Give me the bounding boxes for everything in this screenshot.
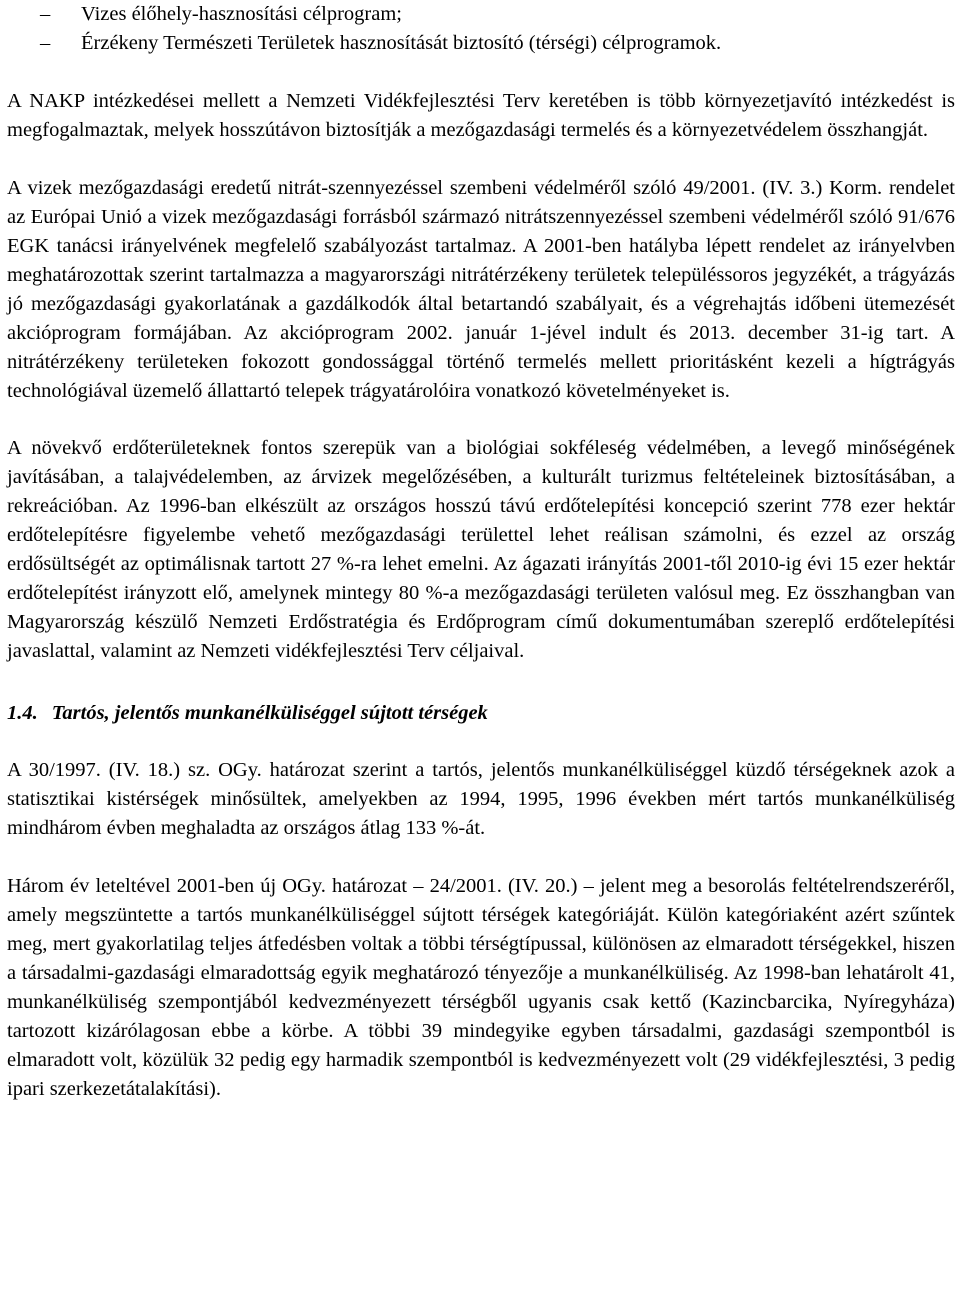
document-page bbox=[7, 0, 955, 1104]
paragraph-ogy-1997: A 30/1997. (IV. 18.) sz. OGy. határozat szerint a tartós, jelentős munkanélküliséggel küzdő térségeknek azok a statisztikai kistérségek minősültek, amelyekben az 1994, 1995, 1996 években mért tartós munkanélküliség mindhárom évben meghaladta az országos átlag 133 %-át. bbox=[7, 759, 955, 839]
paragraph-ogy-2001: Három év leteltével 2001-ben új OGy. határozat – 24/2001. (IV. 20.) – jelent meg a besorolás feltételrendszeréről, amely megszüntette a tartós munkanélküliséggel sújtott térségek kategóriáját. Külön kategóriaként azért szűntek meg, mert gyakorlatilag teljes átfedésben voltak a többi térségtípussal, különösen az elmaradott térségekkel, hiszen a társadalmi-gazdasági elmaradottság egyik meghatározó tényezője a munkanélküliség. Az 1998-ban lehatárolt 41, munkanélküliség szempontjából kedvezményezett térségből ugyanis csak kettő (Kazincbarcika, Nyíregyháza) tartozott kizárólagosan ebbe a körbe. A többi 39 mindegyike egyben társadalmi, gazdasági szempontból is elmaradott volt, közülük 32 pedig egy harmadik szempontból is kedvezményezett volt (29 vidékfejlesztési, 3 pedig ipari szerkezetátalakítási). bbox=[7, 875, 955, 1100]
list-item: – Érzékeny Természeti Területek hasznosítását biztosító (térségi) célprogramok. bbox=[7, 29, 955, 58]
section-number: 1.4. bbox=[7, 702, 38, 724]
paragraph-nakp: A NAKP intézkedései mellett a Nemzeti Vidékfejlesztési Terv keretében is több környezetjavító intézkedést is megfogalmaztak, melyek hosszútávon biztosítják a mezőgazdasági termelés és a környezetvédelem összhangját. bbox=[7, 90, 955, 141]
paragraph-afforestation: A növekvő erdőterületeknek fontos szerepük van a biológiai sokféleség védelmében, a levegő minőségének javításában, a talajvédelemben, az árvizek megelőzésében, a kulturált turizmus feltételeinek biztosításában, a rekreációban. Az 1996-ban elkészült az országos hosszú távú erdőtelepítési koncepció szerint 778 ezer hektár erdőtelepítésre figyelembe vehető mezőgazdasági területtel lehet reálisan számolni, és ezzel az ország erdősültségét az optimálisnak tartott 27 %-ra lehet emelni. Az ágazati irányítás 2001-től 2010-ig évi 15 ezer hektár erdőtelepítést irányzott elő, amelynek mintegy 80 %-a mezőgazdasági területen valósul meg. Ez összhangban van Magyarország készülő Nemzeti Erdőstratégia és Erdőprogram című dokumentumában szereplő erdőtelepítési javaslattal, valamint az Nemzeti vidékfejlesztési Terv céljaival. bbox=[7, 437, 955, 662]
section-title: Tartós, jelentős munkanélküliséggel sújtott térségek bbox=[51, 702, 488, 724]
list-item: – Vizes élőhely-hasznosítási célprogram; bbox=[7, 0, 955, 29]
paragraph-nitrate-decree: A vizek mezőgazdasági eredetű nitrát-szennyezéssel szembeni védelméről szóló 49/2001. (IV. 3.) Korm. rendelet az Európai Unió a vizek mezőgazdasági forrásból származó nitrátszennyezéssel szembeni védelméről szóló 91/676 EGK tanácsi irányelvének megfelelő szabályozást tartalmaz. A 2001-ben hatályba lépett rendelet az irányelvben meghatározottak szerint tartalmazza a magyarországi nitrátérzékeny területek településsoros jegyzékét, a trágyázás jó mezőgazdasági gyakorlatának a gazdálkodók által betartandó szabályait, és a végrehajtás időbeni ütemezését akcióprogram formájában. Az akcióprogram 2002. január 1-jével indult és 2013. december 31-ig tart. A nitrátérzékeny területeken fokozott gondossággal történő termelés mellett prioritásként kezeli a hígtrágyás technológiával üzemelő állattartó telepek trágyatárolóira vonatkozó követelményeket is. bbox=[7, 177, 955, 402]
section-heading bbox=[7, 699, 955, 728]
target-program-list bbox=[7, 0, 955, 58]
